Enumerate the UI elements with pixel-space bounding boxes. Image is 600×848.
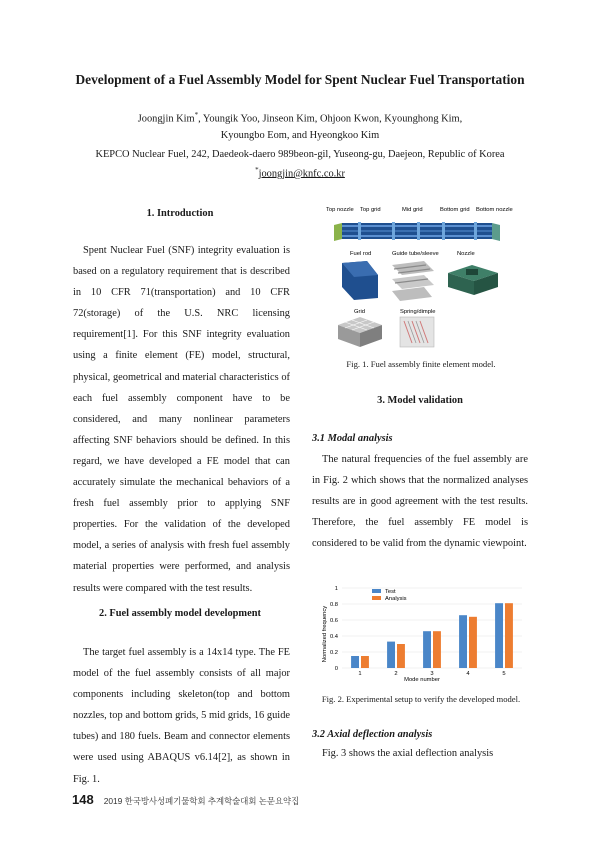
- legend-swatch-analysis: [372, 596, 381, 600]
- bar-test-mode-1: [351, 656, 359, 668]
- email-line: [0, 166, 600, 179]
- fuel-assembly-illustration: [312, 203, 530, 353]
- x-tick-label: 4: [466, 671, 470, 677]
- bar-analysis-mode-4: [469, 617, 477, 668]
- intro-heading: 1. Introduction: [146, 208, 214, 219]
- corresponding-mark: *: [194, 111, 199, 119]
- bar-analysis-mode-5: [505, 603, 513, 668]
- legend-swatch-test: [372, 589, 381, 593]
- y-tick-label: 0.8: [329, 602, 338, 608]
- axial-heading: 3.2 Axial deflection analysis: [312, 729, 433, 740]
- bar-test-mode-3: [423, 631, 431, 668]
- nozzle-part: [448, 265, 498, 295]
- paper-title: Development of a Fuel Assembly Model for Spent Nuclear Fuel Transportation: [75, 72, 525, 87]
- axial-paragraph: Fig. 3 shows the axial deflection analysis: [322, 748, 494, 759]
- model-paragraph: The target fuel assembly is a 14x14 type. The FE model of the fuel assembly consists of all major components including skeleton(top and bottom nozzles, top and bottom grids, 5 mid grids, 16 guide tubes) and 180 fuels. Beam and connector elements were used using ABAQUS v6.14[2], as shown in Fig. 1.: [73, 647, 290, 785]
- modal-paragraph: The natural frequencies of the fuel assembly are in Fig. 2 which shows that the normalized analyses results are in good agreement with the test results. Therefore, the fuel assembly FE model is considered to be valid from the dynamic viewpoint.: [312, 454, 528, 550]
- y-tick-label: 0.6: [329, 618, 338, 624]
- grid-part: [338, 317, 382, 347]
- label-bottom-grid: Bottom grid: [440, 207, 470, 213]
- page-footer: [72, 791, 299, 809]
- label-spring-dimple: Spring/dimple: [400, 309, 436, 315]
- chart-xlabel: Mode number: [404, 677, 440, 683]
- intro-paragraph: Spent Nuclear Fuel (SNF) integrity evaluation is based on a regulatory requirement that is described in 10 CFR 71(transportation) and 10 CFR 72(storage) of the U.S. NRC licensing requirement[1]. For this SNF integrity evaluation using a finite element (FE) model, structural, physical, geometrical and material characteristics of each fuel assembly component have to be considered, and many nonlinear parameters affecting SNF behaviors should be defined. In this regard, we have developed a FE model that can accurately simulate the mechanical behaviors of a fresh fuel assembly prior to applying SNF properties. For the validation of the developed model, a series of analysis with fresh fuel assembly material properties were performed, and analysis results were compared with the test results.: [73, 245, 290, 594]
- label-top-grid: Top grid: [360, 207, 381, 213]
- x-tick-label: 2: [394, 671, 398, 677]
- legend-label-test: Test: [385, 589, 396, 595]
- chart-gridlines: [342, 588, 522, 668]
- label-grid: Grid: [354, 309, 365, 315]
- chart-legend: [372, 589, 407, 602]
- bar-test-mode-4: [459, 615, 467, 668]
- corresponding-author: Joongjin Kim: [137, 113, 195, 125]
- page-number: 148: [72, 792, 94, 807]
- label-top-nozzle: Top nozzle: [326, 207, 354, 213]
- bar-test-mode-5: [495, 603, 503, 668]
- y-tick-label: 0: [334, 666, 338, 672]
- label-nozzle: Nozzle: [457, 251, 475, 257]
- co-authors: , Youngik Yoo, Jinseon Kim, Ohjoon Kwon, Kyounghong Kim,: [198, 113, 463, 125]
- figure-1: [312, 203, 530, 353]
- bar-test-mode-2: [387, 642, 395, 668]
- modal-heading: 3.1 Modal analysis: [312, 433, 393, 444]
- x-tick-label: 5: [502, 671, 506, 677]
- author-line-1: [0, 111, 600, 124]
- y-tick-label: 0.2: [329, 650, 338, 656]
- natural-frequency-chart: [312, 582, 530, 686]
- bar-analysis-mode-2: [397, 644, 405, 668]
- author-line-2: Kyoungbo Eom, and Hyeongkoo Kim: [220, 130, 380, 141]
- email-link[interactable]: joongjin@knfc.co.kr: [258, 168, 345, 180]
- bar-analysis-mode-1: [361, 656, 369, 668]
- x-tick-label: 3: [430, 671, 434, 677]
- y-tick-label: 0.4: [329, 634, 338, 640]
- chart-ylabel: Normalized frequency: [322, 605, 328, 663]
- guide-tube-part: [392, 261, 434, 301]
- figure-2-caption: Fig. 2. Experimental setup to verify the developed model.: [321, 694, 521, 704]
- footer-text: 2019 한국방사성폐기물학회 추계학술대회 논문요약집: [103, 796, 300, 806]
- y-tick-label: 1: [334, 586, 338, 592]
- x-tick-label: 1: [358, 671, 362, 677]
- spring-dimple-part: [400, 317, 434, 347]
- model-heading: 2. Fuel assembly model development: [99, 608, 261, 619]
- figure-2: [312, 582, 530, 686]
- bar-analysis-mode-3: [433, 631, 441, 668]
- chart-bars: [351, 603, 513, 668]
- legend-label-analysis: Analysis: [385, 596, 407, 602]
- validation-heading: 3. Model validation: [377, 395, 463, 406]
- label-mid-grid: Mid grid: [402, 207, 423, 213]
- chart-y-ticks: [330, 586, 339, 672]
- label-bottom-nozzle: Bottom nozzle: [476, 207, 513, 213]
- fuel-rod-part: [342, 261, 378, 300]
- label-fuel-rod: Fuel rod: [350, 251, 372, 257]
- affiliation: KEPCO Nuclear Fuel, 242, Daedeok-daero 989beon-gil, Yuseong-gu, Daejeon, Republic of Korea: [95, 149, 505, 160]
- fuel-assembly-bundle: [334, 222, 500, 241]
- email-mark: *: [255, 166, 259, 174]
- label-guide-tube: Guide tube/sleeve: [392, 251, 439, 257]
- figure-1-caption: Fig. 1. Fuel assembly finite element model.: [346, 359, 496, 369]
